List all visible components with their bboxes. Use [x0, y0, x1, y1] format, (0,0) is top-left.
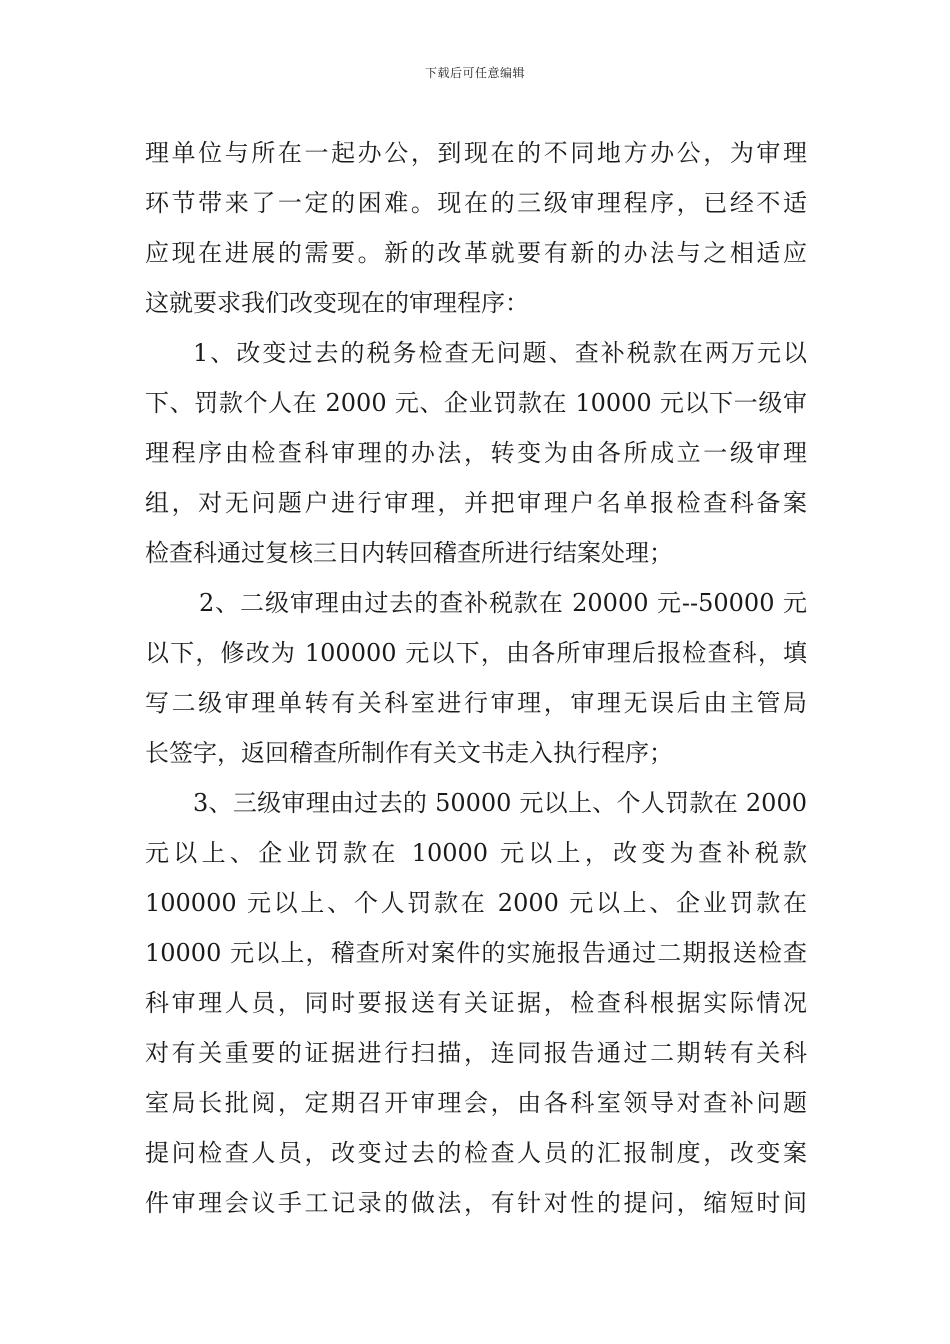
paragraph-first-line: 1、改变过去的税务检查无问题、查补税款在两万元以 — [193, 339, 807, 367]
text-line: 理程序由检查科审理的办法，转变为由各所成立一级审理 — [145, 439, 807, 467]
document-body — [145, 128, 807, 1228]
paragraph-first-line: 3、三级审理由过去的 50000 元以上、个人罚款在 2000 — [193, 789, 807, 817]
text-line: 10000 元以上，稽查所对案件的实施报告通过二期报送检查 — [145, 939, 807, 967]
text-line: 环节带来了一定的困难。现在的三级审理程序，已经不适 — [145, 189, 807, 217]
text-line: 组，对无问题户进行审理，并把审理户名单报检查科备案 — [145, 489, 807, 517]
text-line: 应现在进展的需要。新的改革就要有新的办法与之相适应 — [145, 239, 807, 267]
text-line: 室局长批阅，定期召开审理会，由各科室领导对查补问题 — [145, 1089, 807, 1117]
text-line: 科审理人员，同时要报送有关证据，检查科根据实际情况 — [145, 989, 807, 1017]
text-line: 这就要求我们改变现在的审理程序： — [145, 289, 529, 317]
text-line: 写二级审理单转有关科室进行审理，审理无误后由主管局 — [145, 689, 807, 717]
text-line: 长签字，返回稽查所制作有关文书走入执行程序； — [145, 739, 673, 767]
text-line: 下、罚款个人在 2000 元、企业罚款在 10000 元以下一级审 — [145, 389, 807, 417]
page-header: 下载后可任意编辑 — [424, 66, 525, 80]
text-line: 100000 元以上、个人罚款在 2000 元以上、企业罚款在 — [145, 889, 807, 917]
text-line: 件审理会议手工记录的做法，有针对性的提问，缩短时间 — [145, 1189, 807, 1217]
text-line: 以下，修改为 100000 元以下，由各所审理后报检查科，填 — [145, 639, 807, 667]
text-line: 理单位与所在一起办公，到现在的不同地方办公，为审理 — [145, 139, 807, 167]
text-line: 对有关重要的证据进行扫描，连同报告通过二期转有关科 — [145, 1039, 807, 1067]
text-line: 元以上、企业罚款在 10000 元以上，改变为查补税款 — [145, 839, 807, 867]
text-line: 提问检查人员，改变过去的检查人员的汇报制度，改变案 — [145, 1139, 807, 1167]
text-line: 检查科通过复核三日内转回稽查所进行结案处理； — [145, 539, 673, 567]
paragraph-first-line: 2、二级审理由过去的查补税款在 20000 元--50000 元 — [199, 589, 807, 617]
